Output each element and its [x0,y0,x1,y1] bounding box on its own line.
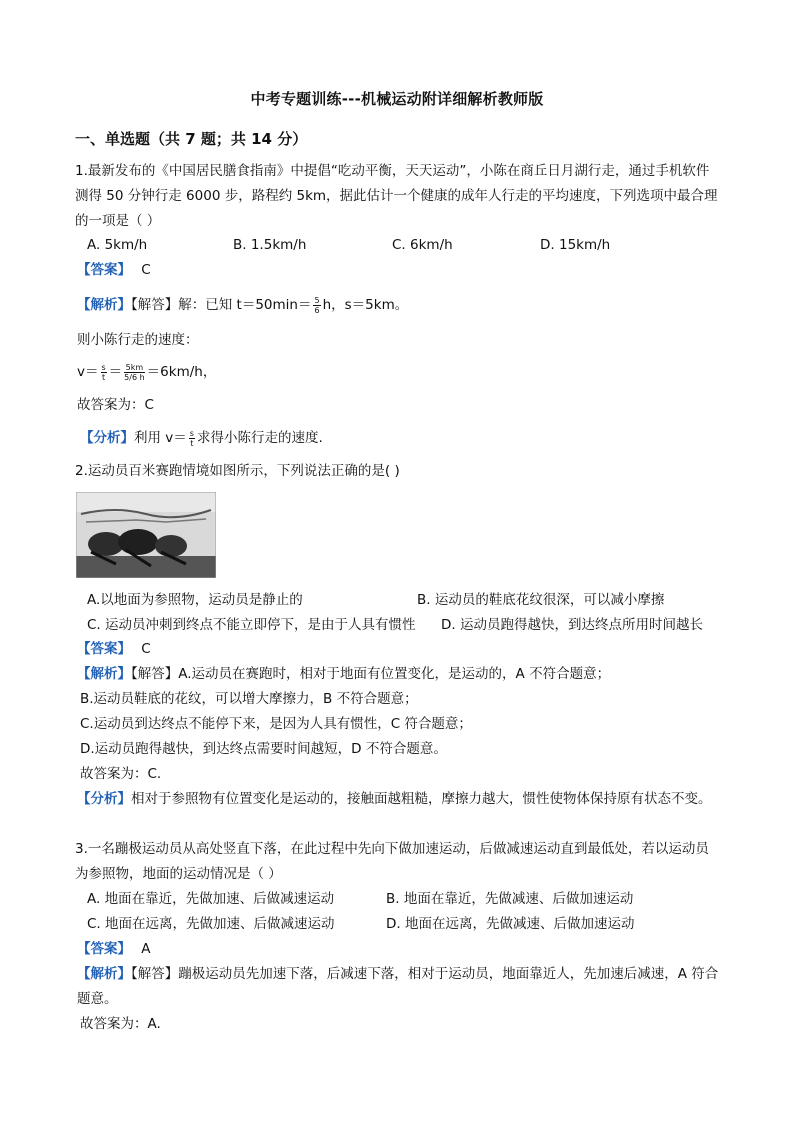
answer-label: 【答案】 [77,262,131,278]
q2-answer: 【答案】 C [77,641,151,657]
q2-fenxi: 【分析】相对于参照物有位置变化是运动的，接触面越粗糙，摩擦力越大，惯性使物体保持原有状态不变。 [77,791,712,807]
q3-analysis: 【解析】【解答】蹦极运动员先加速下落，后减速下落，相对于运动员，地面靠近人，先加速后减速，A 符合题意。 [77,966,719,1007]
q2-analysis-line-3: C.运动员到达终点不能停下来，是因为人具有惯性，C 符合题意； [80,716,472,732]
q1-option-c: C. 6km/h [392,237,453,253]
analysis-text: 【解答】解：已知 t＝50min＝ [131,297,312,313]
q2-option-a: A.以地面为参照物，运动员是静止的 [87,592,303,608]
q3-conclusion: 故答案为：A. [80,1016,161,1032]
q3-option-a: A. 地面在靠近，先做加速、后做减速运动 [87,891,335,907]
q1-option-d: D. 15km/h [540,237,611,253]
question-3-stem: 3.一名蹦极运动员从高处竖直下落，在此过程中先向下做加速运动，后做减速运动直到最低处，若以运动员为参照物，地面的运动情况是（ ） [75,841,709,882]
q2-option-d: D. 运动员跑得越快，到达终点所用时间越长 [441,617,703,633]
fraction-time: $\frac{5}{6}$ [314,295,320,315]
analysis-text-2: h，s＝5km。 [322,297,409,313]
page-title: 中考专题训练---机械运动附详细解析教师版 [250,90,544,108]
q1-analysis [77,295,408,315]
q1-option-b: B. 1.5km/h [233,237,307,253]
q1-option-a: A. 5km/h [87,237,148,253]
section-heading: 一、单选题（共 7 题；共 14 分） [75,130,308,148]
q3-option-b: B. 地面在靠近，先做减速、后做加速运动 [386,891,634,907]
q3-answer: 【答案】 A [77,941,151,957]
answer-value: C [141,262,151,278]
q1-speed-formula: v＝ $\frac{s}{t}$ ＝ $\frac{5km}{5/6 h}$ ＝6km/h， [77,362,217,382]
fraction-s-over-t-2: $\frac{s}{t}$ [189,428,194,448]
question-1-stem: 1.最新发布的《中国居民膳食指南》中提倡“吃动平衡，天天运动”，小陈在商丘日月湖行走，通过手机软件测得 50 分钟行走 6000 步，路程约 5km，据此估计一个健康的成年人行走的平均速度，下列选项中最合理的一项是（ ） [75,163,718,229]
sprint-race-photo [76,492,216,578]
q3-option-d: D. 地面在远离，先做减速、后做加速运动 [386,916,635,932]
q2-option-c: C. 运动员冲刺到终点不能立即停下，是由于人具有惯性 [87,617,416,633]
q2-analysis-line-1: 【解析】【解答】A.运动员在赛跑时，相对于地面有位置变化，是运动的，A 不符合题意； [77,666,611,682]
q1-conclusion: 故答案为：C [77,397,154,413]
fraction-km: $\frac{5km}{5/6 h}$ [124,362,145,382]
analysis-label: 【解析】 [77,297,131,313]
q1-fenxi: 【分析】利用 v＝ $\frac{s}{t}$ 求得小陈行走的速度. [80,428,323,448]
q1-speed-intro: 则小陈行走的速度： [77,332,199,348]
question-2-stem: 2.运动员百米赛跑情境如图所示，下列说法正确的是( ) [75,463,400,479]
q2-analysis-line-2: B.运动员鞋底的花纹，可以增大摩擦力，B 不符合题意； [80,691,418,707]
q2-analysis-line-4: D.运动员跑得越快，到达终点需要时间越短，D 不符合题意。 [80,741,447,757]
q1-answer [77,260,151,280]
q3-option-c: C. 地面在远离，先做加速、后做减速运动 [87,916,335,932]
q2-option-b: B. 运动员的鞋底花纹很深，可以减小摩擦 [417,592,665,608]
q2-conclusion: 故答案为：C. [80,766,162,782]
fraction-s-over-t: $\frac{s}{t}$ [101,362,106,382]
